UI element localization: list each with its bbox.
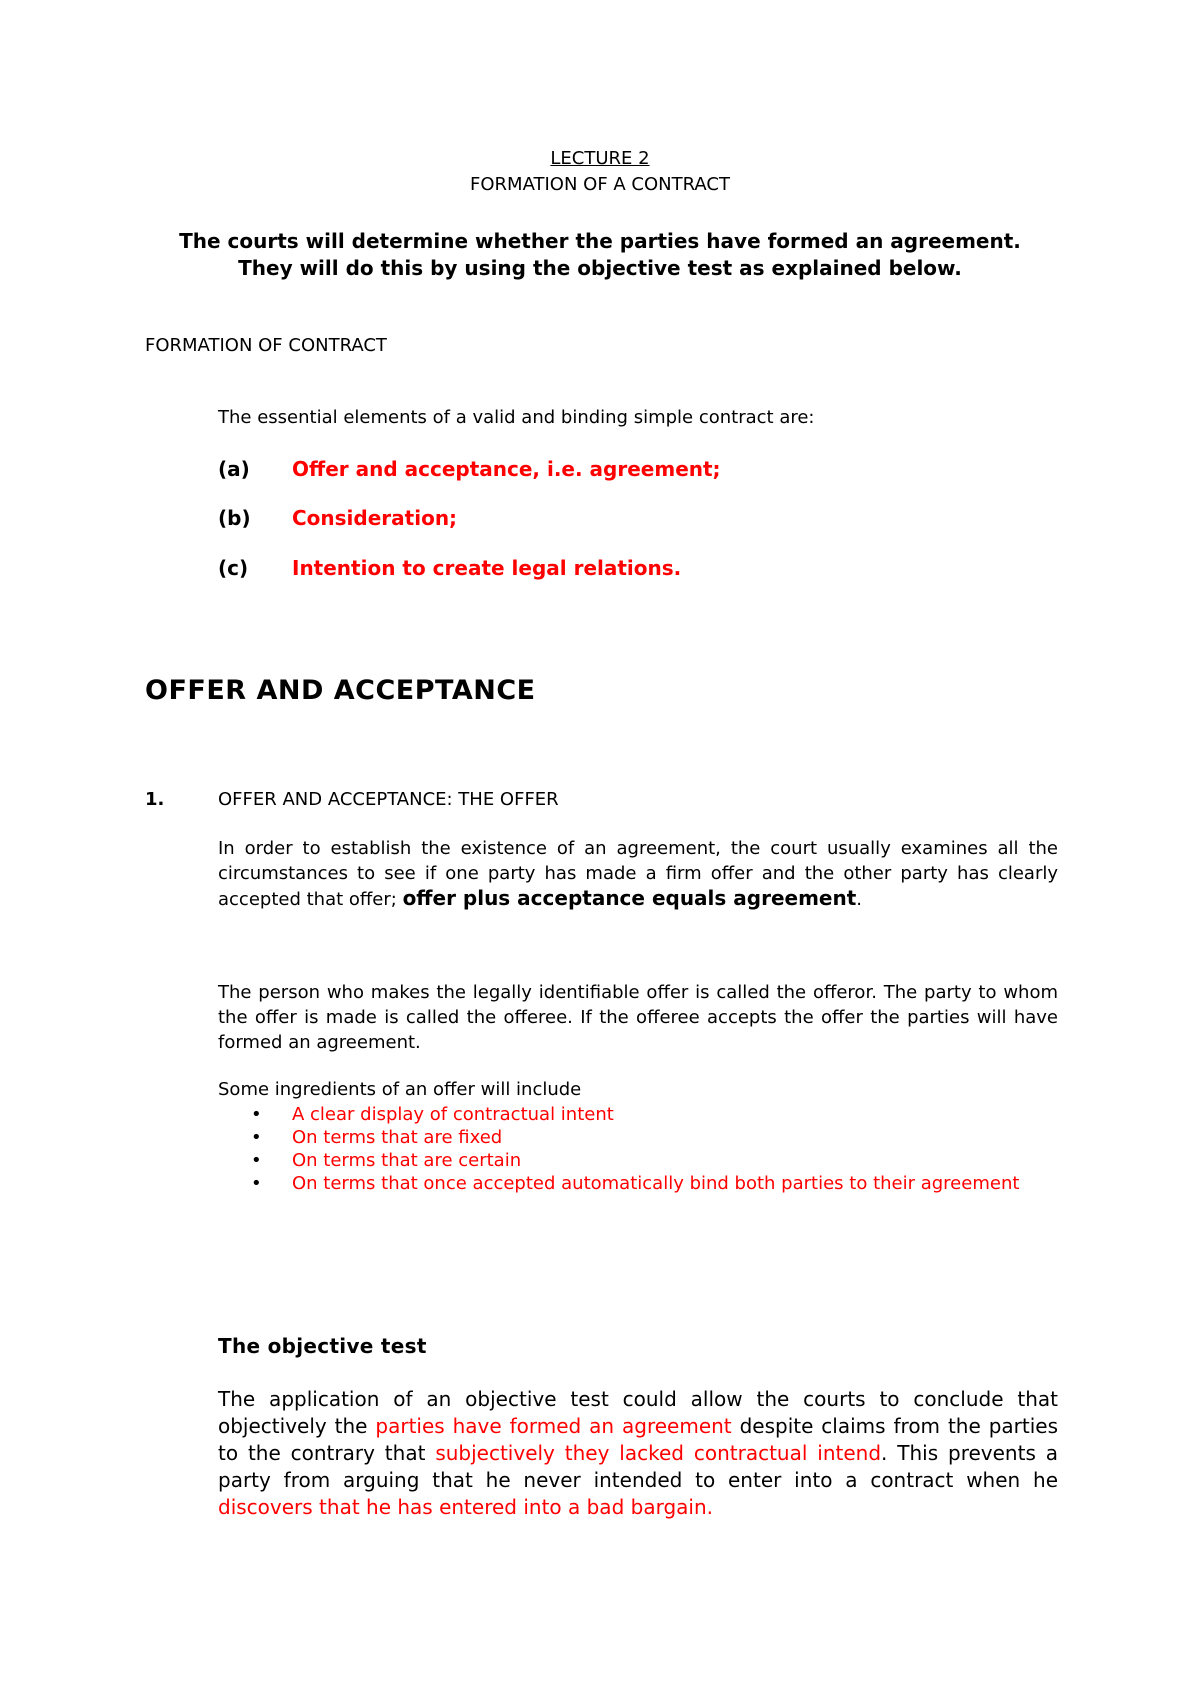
section-heading: OFFER AND ACCEPTANCE: THE OFFER: [218, 789, 559, 810]
objective-heading: The objective test: [218, 1334, 427, 1358]
intro-statement: The courts will determine whether the parties have formed an agreement. They will do this by using the objective test as explained below.: [179, 229, 1021, 280]
objective-text: despite claims from the parties to the contrary that: [218, 1414, 1058, 1465]
bullet-icon: •: [251, 1104, 262, 1125]
ingredients-lead: Some ingredients of an offer will include: [218, 1079, 582, 1100]
page-title: FORMATION OF A CONTRACT: [470, 174, 730, 195]
offer-paragraph: [218, 836, 1058, 912]
offer-equation: offer plus acceptance equals agreement: [402, 886, 857, 910]
element-marker: (a): [218, 457, 250, 481]
element-marker: (b): [218, 506, 251, 530]
bullet-icon: •: [251, 1150, 262, 1171]
bullet-icon: •: [251, 1173, 262, 1194]
bullet-icon: •: [251, 1127, 262, 1148]
list-item: • On terms that are certain: [251, 1150, 522, 1171]
formation-lead: The essential elements of a valid and binding simple contract are:: [218, 407, 815, 428]
list-item: • A clear display of contractual intent: [251, 1104, 614, 1125]
list-item: • On terms that once accepted automatically bind both parties to their agreement: [251, 1173, 1020, 1194]
formation-heading: FORMATION OF CONTRACT: [145, 335, 387, 356]
section-title: OFFER AND ACCEPTANCE: [145, 675, 536, 706]
objective-paragraph: [218, 1386, 1058, 1521]
element-marker: (c): [218, 556, 249, 580]
list-item: • On terms that are fixed: [251, 1127, 503, 1148]
objective-highlight: subjectively they lacked contractual intend: [435, 1441, 882, 1465]
element-item: Intention to create legal relations.: [292, 556, 682, 580]
objective-highlight: discovers that he has entered into a bad bargain.: [218, 1495, 713, 1519]
objective-text: . This prevents a party from arguing that he never intended to enter into a contract when he: [218, 1441, 1058, 1492]
element-item: Consideration;: [292, 506, 458, 530]
offeror-paragraph: The person who makes the legally identifiable offer is called the offeror. The party to whom the offer is made is called the offeree. If the offeree accepts the offer the parties will have formed an agreement.: [218, 982, 1058, 1053]
ingredients-list: [218, 1103, 1058, 1195]
element-item: Offer and acceptance, i.e. agreement;: [292, 457, 721, 481]
objective-text: The application of an objective test could allow the courts to conclude that objectively the: [218, 1387, 1058, 1438]
section-number: 1.: [145, 789, 165, 810]
offer-paragraph-end: .: [856, 889, 863, 910]
objective-highlight: parties have formed an agreement: [375, 1414, 732, 1438]
lecture-number: LECTURE 2: [550, 148, 650, 169]
offer-paragraph-text: In order to establish the existence of an agreement, the court usually examines all the circumstances to see if one party has made a firm offer and the other party has clearly accepted that offer;: [218, 838, 1058, 910]
